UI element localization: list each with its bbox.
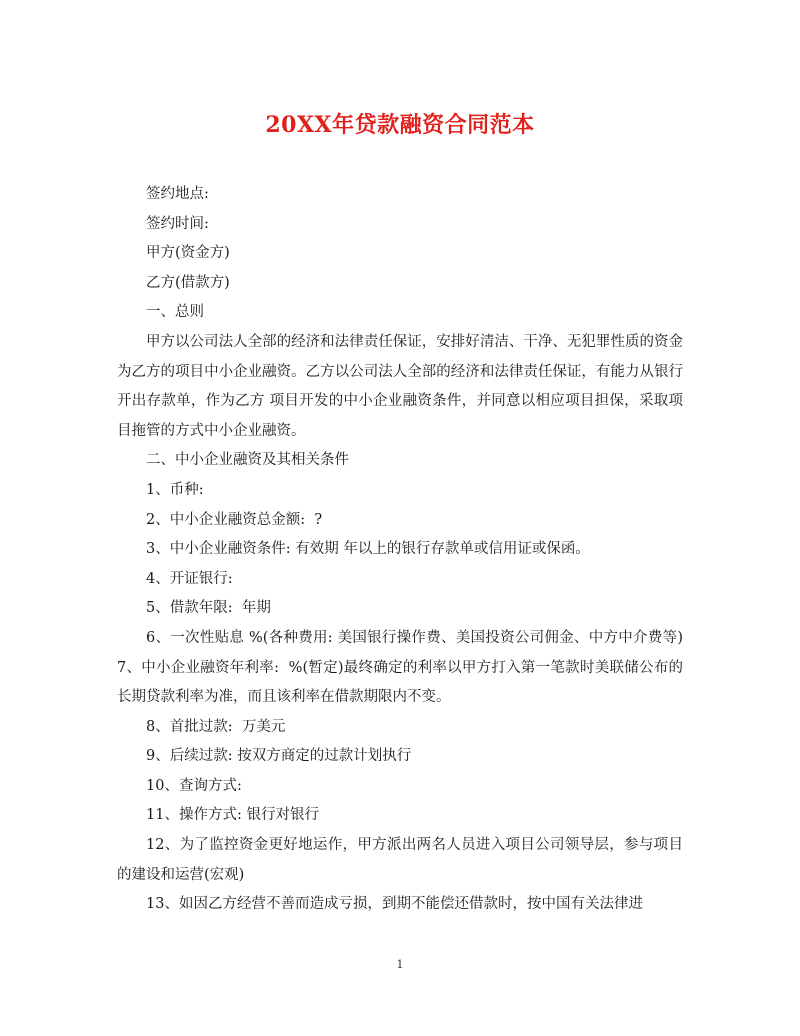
- clause-13: 13、如因乙方经营不善而造成亏损，到期不能偿还借款时，按中国有关法律进: [146, 896, 643, 913]
- clause-9: 9、后续过款: 按双方商定的过款计划执行: [146, 748, 412, 765]
- clause-11: 11、操作方式: 银行对银行: [146, 807, 319, 824]
- section-heading-general: 一、总则: [146, 304, 204, 321]
- clause-10: 10、查询方式:: [146, 777, 242, 794]
- document-body: [117, 180, 688, 920]
- paragraph-signing-place: 签约地点:: [146, 186, 209, 202]
- clause-12: 12、为了监控资金更好地运作，甲方派出两名人员进入项目公司领导层，参与项目的建设和运营(宏观): [117, 837, 683, 883]
- clause-6-7: 6、一次性贴息 %(各种费用: 美国银行操作费、美国投资公司佣金、中方中介费等) 7、中小企业融资年利率: %(暂定)最终确定的利率以甲方打入第一笔款时美联储公布的长期贷款利率为准，而且该利率在借款期限内不变。: [117, 629, 688, 706]
- clause-2: 2、中小企业融资总金额: ?: [146, 511, 323, 528]
- section-heading-financing: 二、中小企业融资及其相关条件: [146, 452, 349, 469]
- paragraph-party-b: 乙方(借款方): [146, 274, 230, 291]
- clause-5: 5、借款年限: 年期: [146, 600, 271, 617]
- paragraph-party-a: 甲方(资金方): [146, 245, 230, 262]
- clause-1: 1、币种:: [146, 481, 204, 498]
- document-title: 20XX年贷款融资合同范本: [265, 112, 535, 138]
- page-number: 1: [396, 958, 404, 971]
- clause-3: 3、中小企业融资条件: 有效期 年以上的银行存款单或信用证或保函。: [146, 541, 590, 558]
- clause-4: 4、开证银行:: [146, 570, 233, 587]
- paragraph-general-terms: 甲方以公司法人全部的经济和法律责任保证，安排好清洁、干净、无犯罪性质的资金为乙方的项目中小企业融资。乙方以公司法人全部的经济和法律责任保证，有能力从银行开出存款单，作为乙方 项目开发的中小企业融资条件，并同意以相应项目担保，采取项目拖管的方式中小企业融资。: [117, 333, 683, 439]
- paragraph-signing-time: 签约时间:: [146, 215, 209, 232]
- clause-8: 8、首批过款: 万美元: [146, 718, 286, 735]
